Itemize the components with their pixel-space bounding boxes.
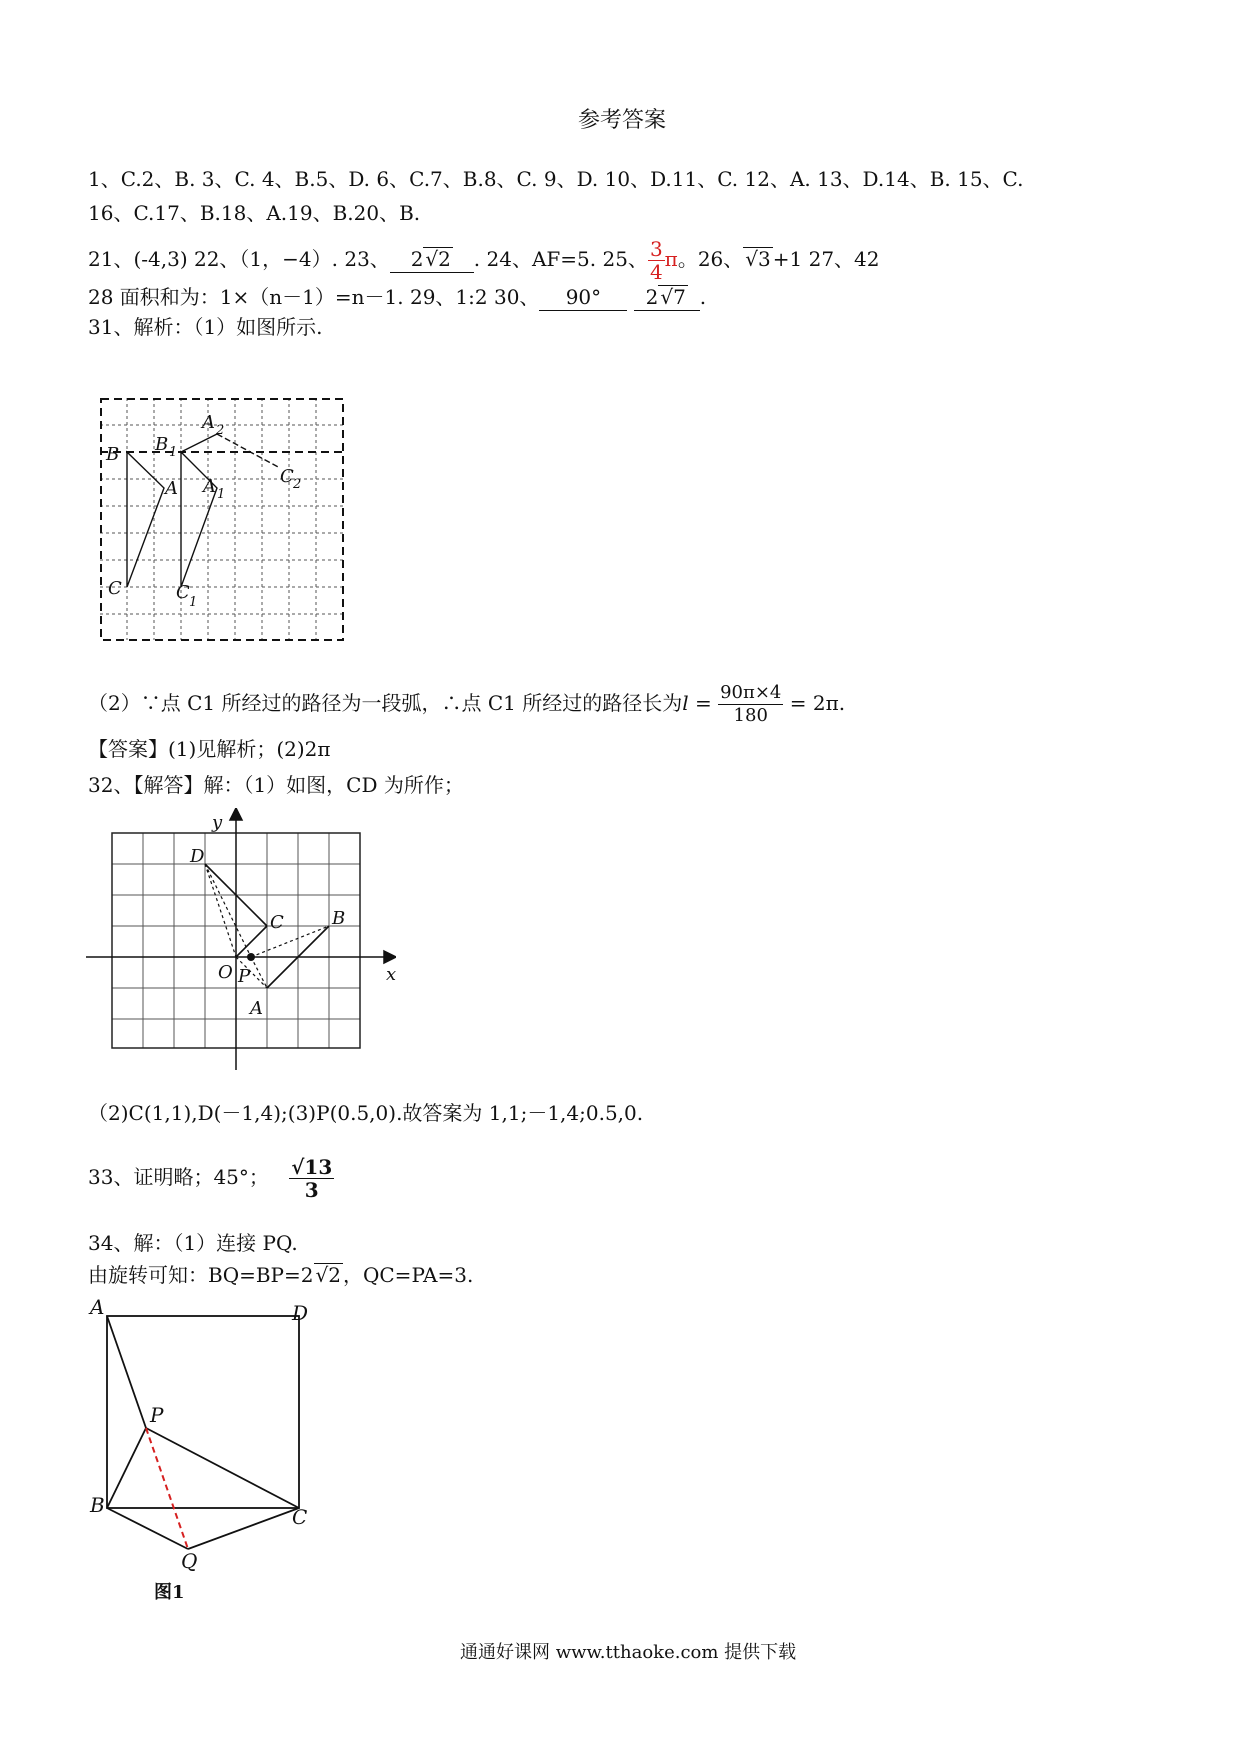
answer-23-radical: √2 — [425, 247, 451, 271]
answer-25-denominator: 4 — [649, 260, 663, 284]
answers-line-2: 16、C.17、B.18、A.19、B.20、B. — [88, 201, 421, 225]
segment-ap — [107, 1316, 146, 1428]
answer-25-fraction — [648, 238, 665, 283]
q32-heading: 32、【解答】解：（1）如图，CD 为所作； — [88, 773, 464, 797]
q31-part2 — [88, 682, 845, 727]
answer-25-pi: π — [664, 247, 678, 271]
q32-label-o: O — [218, 962, 233, 983]
answers-28-30-text: 28 面积和为：1×（n－1）=n－1. 29、1:2 30、 — [88, 285, 540, 309]
answers-line-3 — [88, 238, 880, 283]
q32-label-a: A — [250, 998, 263, 1019]
answer-30-length — [634, 284, 700, 311]
q31-sub-c2: 2 — [293, 477, 302, 492]
q34-square-figure — [86, 1296, 316, 1604]
y-axis-arrow-icon — [230, 808, 242, 820]
q34-line2 — [88, 1262, 473, 1288]
q32-label-b: B — [332, 908, 346, 929]
q34-label-a: A — [90, 1296, 105, 1319]
q33-text: 33、证明略；45°； — [88, 1165, 269, 1189]
q34-shape-lines — [107, 1316, 299, 1549]
page-title: 参考答案 — [578, 108, 667, 133]
q31-sub-c1: 1 — [189, 595, 198, 610]
q33-numerator: √13 — [291, 1155, 333, 1179]
q31-sub-a2: 2 — [216, 423, 225, 438]
q34-label-q: Q — [181, 1549, 198, 1573]
segment-bp — [107, 1428, 146, 1508]
answer-30-coefficient: 2 — [645, 285, 659, 309]
answer-23-blank — [390, 246, 474, 273]
q34-radicand: 2 — [328, 1263, 341, 1287]
q31-arc-denominator: 180 — [733, 705, 768, 726]
q32-coordinate-figure — [86, 808, 396, 1070]
q31-triangles — [127, 434, 280, 587]
q34-label-c: C — [292, 1505, 308, 1529]
answers-line-4 — [88, 284, 706, 311]
q32-label-c: C — [270, 912, 284, 933]
answers-24-25-text: . 24、AF=5. 25、 — [473, 247, 648, 271]
q33-fraction — [289, 1156, 334, 1201]
answer-23-radicand: 2 — [438, 247, 451, 271]
q31-answer: 【答案】(1)见解析；(2)2π — [88, 737, 331, 761]
answer-27-text: 27、42 — [802, 247, 880, 271]
q31-label-c: C — [108, 578, 122, 599]
q34-label-d: D — [292, 1301, 309, 1325]
q33-line — [88, 1156, 334, 1201]
q33-denominator: 3 — [304, 1178, 319, 1202]
x-axis-arrow-icon — [384, 951, 396, 963]
q31-arc-fraction — [718, 682, 783, 727]
answer-25-numerator: 3 — [649, 237, 663, 261]
segment-qc — [188, 1508, 299, 1549]
q34-line2-text: 由旋转可知：BQ=BP=2 — [88, 1263, 314, 1287]
q31-arc-result: = 2π. — [789, 691, 846, 715]
answers-line-1: 1、C.2、B. 3、C. 4、B.5、D. 6、C.7、B.8、C. 9、D. 10、D.11、C. 12、A. 13、D.14、B. 15、C. — [88, 167, 1024, 191]
q34-radical: √2 — [315, 1263, 341, 1287]
answers-26-text: 。26、 — [677, 247, 744, 271]
q32-label-p: P — [238, 966, 251, 987]
answer-26-plus: +1 — [772, 247, 803, 271]
q32-axes — [86, 808, 396, 1070]
answer-26-radicand: 3 — [758, 247, 771, 271]
q31-label-c1: C — [176, 582, 190, 603]
q31-arc-numerator: 90π×4 — [720, 682, 782, 703]
q32-part2: （2)C(1,1),D(－1,4);(3)P(0.5,0).故答案为 1,1;－1,4;0.5,0. — [88, 1101, 644, 1125]
q31-label-b: B — [106, 444, 120, 465]
q34-label-p: P — [150, 1403, 164, 1427]
q31-label-a1: A — [203, 476, 216, 497]
q31-label-a2: A — [202, 412, 215, 433]
q32-label-y: y — [212, 812, 223, 833]
q31-grid-figure — [100, 398, 350, 650]
q31-l-symbol: l = — [682, 691, 712, 715]
answer-23-coefficient: 2 — [410, 247, 424, 271]
q32-label-d: D — [190, 846, 205, 867]
answer-30-angle: 90° — [539, 284, 627, 311]
answer-30-radicand: 7 — [673, 285, 686, 309]
answer-30-end: . — [699, 285, 707, 309]
triangle-abc — [127, 452, 164, 587]
q34-line2-end: ，QC=PA=3. — [342, 1263, 474, 1287]
point-p-marker — [247, 953, 255, 961]
q31-sub-a1: 1 — [217, 487, 226, 502]
q32-label-x: x — [386, 964, 396, 985]
q31-label-b1: B — [155, 434, 169, 455]
triangle-a1b1c1 — [181, 452, 217, 587]
q34-label-b: B — [90, 1493, 105, 1517]
q34-heading: 34、解：（1）连接 PQ. — [88, 1231, 298, 1255]
square-abcd — [107, 1316, 299, 1508]
page-footer: 通通好课网 www.tthaoke.com 提供下载 — [460, 1642, 797, 1663]
q31-label-a: A — [165, 478, 178, 499]
q31-label-c2: C — [280, 466, 294, 487]
q31-part2-text: （2）∵点 C1 所经过的路径为一段弧，∴点 C1 所经过的路径长为 — [88, 691, 683, 715]
answer-30-radical: √7 — [660, 285, 686, 309]
q31-heading: 31、解析：（1）如图所示. — [88, 315, 323, 339]
answer-26-radical: √3 — [745, 247, 771, 271]
answers-21-23-text: 21、(-4,3) 22、（1，−4）. 23、 — [88, 247, 390, 271]
q34-figure-caption: 图1 — [154, 1582, 185, 1603]
q31-sub-b1: 1 — [169, 445, 178, 460]
